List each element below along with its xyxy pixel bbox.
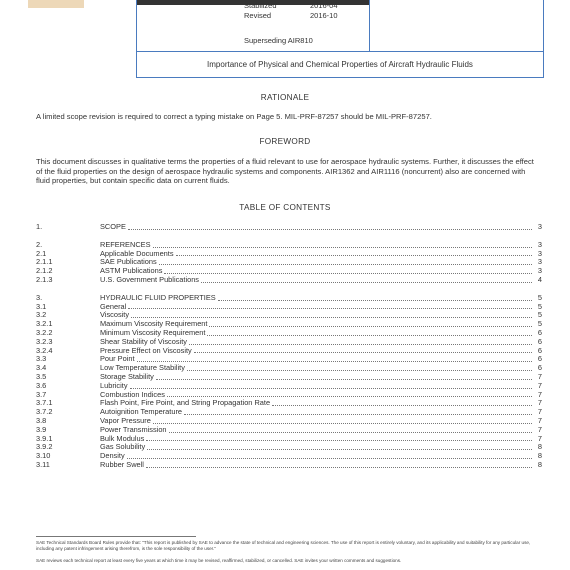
toc-entry-page: 7 xyxy=(537,415,542,425)
toc-entry-title: Autoignition Temperature xyxy=(100,407,183,417)
toc-entry-number: 3.2.1 xyxy=(36,319,53,329)
toc-leader-dots xyxy=(167,391,532,398)
meta-value: 2016-10 xyxy=(310,11,338,20)
toc-entry-number: 3.2.2 xyxy=(36,327,53,337)
toc-entry-number: 2.1.2 xyxy=(36,266,53,276)
toc-entry-page: 5 xyxy=(537,292,542,302)
toc-leader-dots xyxy=(189,338,532,345)
toc-entry-title: Lubricity xyxy=(100,380,128,390)
toc-leader-dots xyxy=(130,382,532,389)
toc-leader-dots xyxy=(128,223,532,230)
toc-entry-title: SAE Publications xyxy=(100,257,157,267)
foreword-heading: FOREWORD xyxy=(259,137,311,146)
footer-disclaimer: SAE Technical Standards Board Rules provide that: "This report is published by SAE to advance the state of technical and engineering sciences. The use of this report is entirely voluntary, and its applicability and suitability for any particular use, including any patent infringement arising therefrom, is the sole responsibility of the user." xyxy=(36,540,531,551)
toc-leader-dots xyxy=(146,461,532,468)
toc-leader-dots xyxy=(153,417,532,424)
toc-entry-page: 5 xyxy=(537,301,542,311)
toc-entry-number: 3.1 xyxy=(36,301,47,311)
meta-value: 2016-04 xyxy=(310,1,338,10)
toc-entry-number: 3.2.3 xyxy=(36,336,53,346)
toc-entry-page: 7 xyxy=(537,407,542,417)
toc-leader-dots xyxy=(137,355,532,362)
toc-entry-number: 1. xyxy=(36,222,43,231)
toc-entry-title: Bulk Modulus xyxy=(100,433,145,443)
superseding-note: Superseding AIR810 xyxy=(244,36,313,45)
toc-entry-number: 3.7.2 xyxy=(36,407,53,417)
toc-entry-page: 7 xyxy=(537,389,542,399)
toc-entry-title: General xyxy=(100,301,127,311)
document-header xyxy=(0,0,570,50)
toc-entry-title: ASTM Publications xyxy=(100,266,163,276)
toc-entry-page: 7 xyxy=(537,424,542,434)
toc-entry-page: 6 xyxy=(537,354,542,364)
sae-logo xyxy=(28,0,84,8)
toc-entry-page: 8 xyxy=(537,451,542,461)
toc-entry[interactable] xyxy=(36,223,542,232)
footer-review-note: SAE reviews each technical report at least every five years at which time it may be revised, reaffirmed, stabilized, or cancelled. SAE invites your written comments and suggestions. xyxy=(36,558,402,563)
toc-entry-number: 2.1 xyxy=(36,248,47,258)
toc-entry-number: 2.1.1 xyxy=(36,257,53,267)
toc-entry-page: 7 xyxy=(537,398,542,408)
toc-entry-title: Rubber Swell xyxy=(100,459,144,469)
toc-leader-dots xyxy=(131,311,532,318)
toc-entry-page: 6 xyxy=(537,336,542,346)
toc-entry-page: 7 xyxy=(537,371,542,381)
toc-entry-number: 3.9.2 xyxy=(36,442,53,452)
toc-entry-page: 5 xyxy=(537,310,542,320)
toc-leader-dots xyxy=(272,399,532,406)
header-divider xyxy=(369,0,370,51)
toc-heading: TABLE OF CONTENTS xyxy=(239,203,331,212)
toc-entry-page: 5 xyxy=(537,319,542,329)
toc-entry-title: HYDRAULIC FLUID PROPERTIES xyxy=(100,292,216,302)
header-info-box xyxy=(136,0,544,52)
toc-entry-title: Minimum Viscosity Requirement xyxy=(100,327,206,337)
toc-entry-title: Maximum Viscosity Requirement xyxy=(100,319,208,329)
meta-key: Stabilized xyxy=(244,1,277,10)
toc-leader-dots xyxy=(184,408,532,415)
toc-entry-page: 3 xyxy=(537,239,542,249)
toc-entry-number: 3.9.1 xyxy=(36,433,53,443)
toc-entry-number: 3.4 xyxy=(36,363,47,373)
toc-entry-number: 3.3 xyxy=(36,354,47,364)
toc-entry-page: 6 xyxy=(537,363,542,373)
toc-leader-dots xyxy=(146,435,532,442)
toc-entry-title: Flash Point, Fire Point, and String Propagation Rate xyxy=(100,398,271,408)
toc-entry-number: 2.1.3 xyxy=(36,274,53,284)
toc-entry-page: 3 xyxy=(537,222,542,231)
toc-entry-number: 3.2.4 xyxy=(36,345,53,355)
rationale-heading: RATIONALE xyxy=(260,93,310,102)
toc-leader-dots xyxy=(169,426,532,433)
toc-entry-page: 7 xyxy=(537,433,542,443)
toc-entry-page: 8 xyxy=(537,442,542,452)
toc-leader-dots xyxy=(156,373,532,380)
foreword-text: This document discusses in qualitative terms the properties of a fluid relevant to use for aerospace hydraulic systems. Further, it discusses the effect of the fluid properties on the design of aerospace hydraulic systems and components. AIR1362 and AIR1116 (noncurrent) also are concerned with fluid properties, but contain specific data on current fluids. xyxy=(36,157,534,185)
toc-entry-number: 3.2 xyxy=(36,310,47,320)
toc-leader-dots xyxy=(176,250,532,257)
toc-entry-number: 3.10 xyxy=(36,451,51,461)
toc-leader-dots xyxy=(207,329,532,336)
toc-entry-number: 3.5 xyxy=(36,371,47,381)
toc-entry-page: 6 xyxy=(537,345,542,355)
toc-entry-page: 3 xyxy=(537,266,542,276)
toc-entry-page: 7 xyxy=(537,380,542,390)
toc-entry-title: Vapor Pressure xyxy=(100,415,151,425)
toc-leader-dots xyxy=(218,294,532,301)
toc-entry-number: 3.8 xyxy=(36,415,47,425)
toc-leader-dots xyxy=(127,452,532,459)
toc-entry-title: Power Transmission xyxy=(100,424,167,434)
toc-entry[interactable] xyxy=(36,276,542,285)
meta-stabilized xyxy=(244,1,338,10)
toc-entry-title: Storage Stability xyxy=(100,371,154,381)
toc-entry-title: Gas Solubility xyxy=(100,442,146,452)
toc-entry-title: Applicable Documents xyxy=(100,248,174,258)
toc-entry-title: Pressure Effect on Viscosity xyxy=(100,345,192,355)
table-of-contents xyxy=(36,223,542,470)
toc-leader-dots xyxy=(194,347,532,354)
toc-entry-page: 6 xyxy=(537,327,542,337)
toc-entry-number: 3.7 xyxy=(36,389,47,399)
toc-leader-dots xyxy=(201,276,532,283)
meta-revised xyxy=(244,11,338,20)
footer-rule xyxy=(36,536,196,537)
toc-entry-number: 3.9 xyxy=(36,424,47,434)
meta-key: Revised xyxy=(244,11,272,20)
toc-leader-dots xyxy=(153,241,532,248)
toc-leader-dots xyxy=(164,267,532,274)
rationale-text: A limited scope revision is required to correct a typing mistake on Page 5. MIL-PRF-87257 should be MIL-PRF-87257. xyxy=(36,112,432,121)
toc-entry-page: 3 xyxy=(537,257,542,267)
toc-entry-number: 3. xyxy=(36,292,43,302)
toc-entry-title: Low Temperature Stability xyxy=(100,363,185,373)
toc-entry-title: Shear Stability of Viscosity xyxy=(100,336,187,346)
toc-entry-page: 8 xyxy=(537,459,542,469)
toc-leader-dots xyxy=(147,443,532,450)
toc-leader-dots xyxy=(128,303,532,310)
toc-entry-title: Pour Point xyxy=(100,354,135,364)
toc-entry-number: 2. xyxy=(36,239,43,249)
toc-entry-number: 3.7.1 xyxy=(36,398,53,408)
toc-entry-title: Viscosity xyxy=(100,310,130,320)
toc-entry-number: 3.11 xyxy=(36,459,50,469)
toc-entry[interactable] xyxy=(36,461,542,470)
toc-entry-page: 4 xyxy=(537,274,542,284)
toc-entry-title: SCOPE xyxy=(100,222,126,231)
toc-entry-number: 3.6 xyxy=(36,380,47,390)
toc-entry-page: 3 xyxy=(537,248,542,258)
toc-entry-title: U.S. Government Publications xyxy=(100,274,199,284)
toc-entry-title: REFERENCES xyxy=(100,239,151,249)
document-title: Importance of Physical and Chemical Properties of Aircraft Hydraulic Fluids xyxy=(136,52,544,78)
toc-entry-title: Density xyxy=(100,451,125,461)
toc-leader-dots xyxy=(159,258,532,265)
toc-entry-title: Combustion Indices xyxy=(100,389,165,399)
toc-leader-dots xyxy=(209,320,532,327)
toc-leader-dots xyxy=(187,364,532,371)
